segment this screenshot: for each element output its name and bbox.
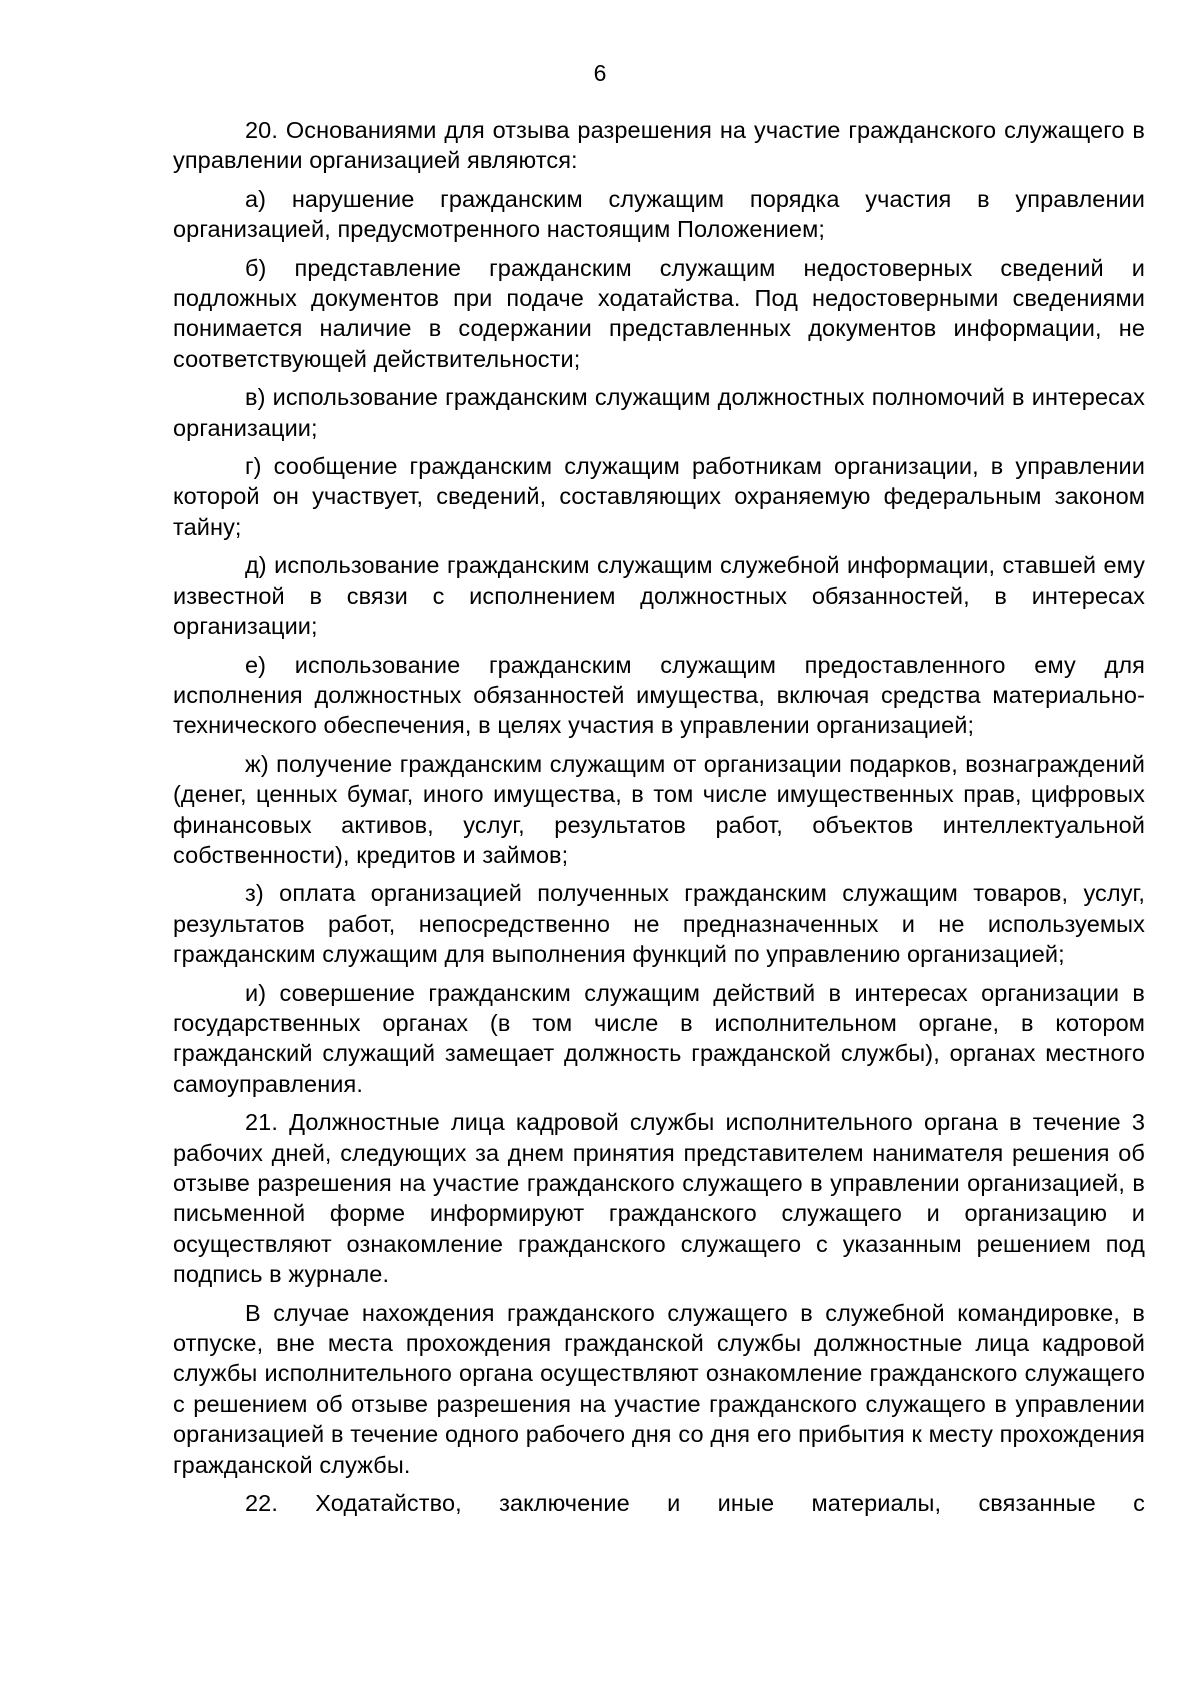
- paragraph-20-zh: ж) получение гражданским служащим от организации подарков, вознаграждений (денег, ценных бумаг, иного имущества, в том числе имущественных прав, цифровых финансовых активов, услуг, результатов работ, объектов интеллектуальной собственности), кредитов и займов;: [173, 750, 1145, 868]
- paragraph-21-continued: В случае нахождения гражданского служащего в служебной командировке, в отпуске, вне места прохождения гражданской службы должностные лица кадровой службы исполнительного органа осуществляют ознакомление гражданского служащего с решением об отзыве разрешения на участие гражданского служащего в управлении организацией в течение одного рабочего дня со дня его прибытия к месту прохождения гражданской службы.: [173, 1299, 1145, 1478]
- paragraph-20: 20. Основаниями для отзыва разрешения на участие гражданского служащего в управлении организацией являются:: [173, 117, 1145, 174]
- paragraph-20-i: и) совершение гражданским служащим действий в интересах организации в государственных органах (в том числе в исполнительном органе, в котором гражданский служащий замещает должность гражданской службы), органах местного самоуправления.: [173, 979, 1145, 1097]
- paragraph-22: 22. Ходатайство, заключение и иные материалы, связанные с: [245, 1490, 1145, 1517]
- paragraph-20-g: г) сообщение гражданским служащим работникам организации, в управлении которой он участвует, сведений, составляющих охраняемую федеральным законом тайну;: [173, 453, 1145, 540]
- paragraph-20-z: з) оплата организацией полученных гражданским служащим товаров, услуг, результатов работ, непосредственно не предназначенных и не используемых гражданским служащим для выполнения функций по управлению организацией;: [173, 880, 1145, 968]
- document-body: [173, 115, 1145, 1526]
- paragraph-20-d: д) использование гражданским служащим служебной информации, ставшей ему известной в связи с исполнением должностных обязанностей, в интересах организации;: [173, 552, 1145, 640]
- paragraph-20-e: е) использование гражданским служащим предоставленного ему для исполнения должностных обязанностей имущества, включая средства материально-технического обеспечения, в целях участия в управлении организацией;: [173, 651, 1145, 739]
- paragraph-20-a: а) нарушение гражданским служащим порядка участия в управлении организацией, предусмотренного настоящим Положением;: [173, 185, 1145, 243]
- paragraph-20-v: в) использование гражданским служащим должностных полномочий в интересах организации;: [173, 384, 1145, 441]
- page-number: 6: [593, 60, 607, 86]
- paragraph-20-b: б) представление гражданским служащим недостоверных сведений и подложных документов при подаче ходатайства. Под недостоверными сведениями понимается наличие в содержании представленных документов информации, не соответствующей действительности;: [173, 254, 1145, 372]
- paragraph-21: 21. Должностные лица кадровой службы исполнительного органа в течение 3 рабочих дней, следующих за днем принятия представителем нанимателя решения об отзыве разрешения на участие гражданского служащего в управлении организацией, в письменной форме информируют гражданского служащего и организацию и осуществляют ознакомление гражданского служащего с указанным решением под подпись в журнале.: [173, 1109, 1145, 1288]
